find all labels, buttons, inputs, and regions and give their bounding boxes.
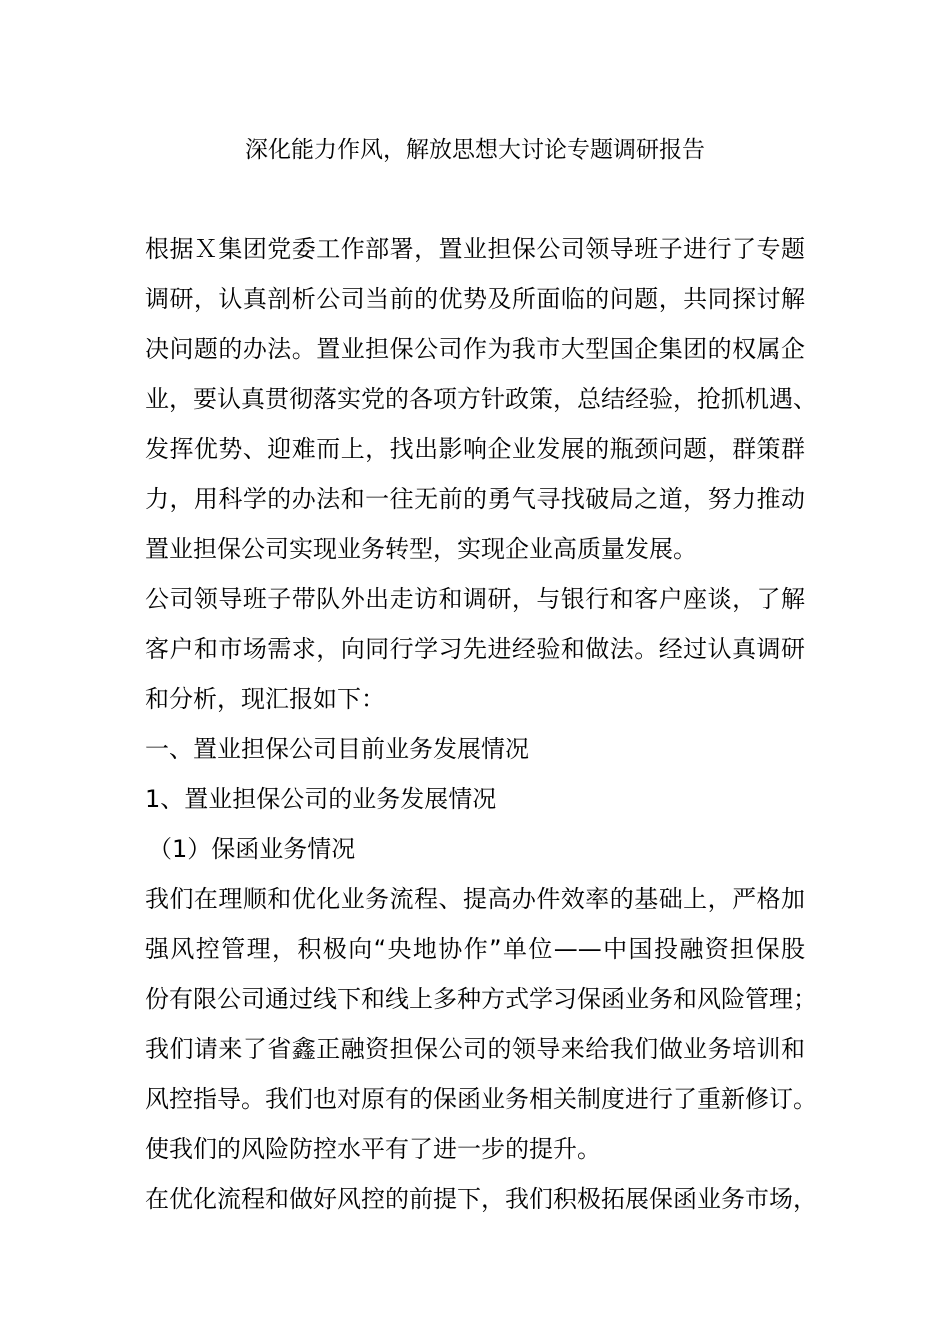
subsection-heading: 1、置业担保公司的业务发展情况 (145, 785, 497, 813)
item-heading: （1）保函业务情况 (148, 835, 356, 863)
paragraph-line: 置业担保公司实现业务转型，实现企业高质量发展。 (145, 535, 697, 563)
paragraph-line: 发挥优势、迎难而上，找出影响企业发展的瓶颈问题，群策群 (145, 435, 805, 463)
paragraph-line: 公司领导班子带队外出走访和调研，与银行和客户座谈，了解 (145, 585, 805, 613)
document-title: 深化能力作风，解放思想大讨论专题调研报告 (245, 137, 705, 163)
paragraph-line: 我们请来了省鑫正融资担保公司的领导来给我们做业务培训和 (145, 1035, 805, 1063)
paragraph-line: 根据Ｘ集团党委工作部署，置业担保公司领导班子进行了专题 (145, 235, 805, 263)
paragraph-line: 风控指导。我们也对原有的保函业务相关制度进行了重新修订。 (145, 1085, 817, 1113)
paragraph-line: 强风控管理，积极向“央地协作”单位——中国投融资担保股 (145, 935, 805, 963)
paragraph-line: 调研，认真剖析公司当前的优势及所面临的问题，共同探讨解 (145, 285, 805, 313)
paragraph-line: 业，要认真贯彻落实党的各项方针政策，总结经验，抢抓机遇、 (145, 385, 817, 413)
paragraph-line: 份有限公司通过线下和线上多种方式学习保函业务和风险管理； (145, 985, 817, 1013)
paragraph-line: 和分析，现汇报如下： (145, 685, 385, 713)
paragraph-line: 我们在理顺和优化业务流程、提高办件效率的基础上，严格加 (145, 885, 805, 913)
paragraph-line: 使我们的风险防控水平有了进一步的提升。 (145, 1135, 601, 1163)
paragraph-line: 客户和市场需求，向同行学习先进经验和做法。经过认真调研 (145, 635, 805, 663)
section-heading: 一、置业担保公司目前业务发展情况 (145, 735, 529, 763)
paragraph-line: 力，用科学的办法和一往无前的勇气寻找破局之道，努力推动 (145, 485, 805, 513)
paragraph-line: 决问题的办法。置业担保公司作为我市大型国企集团的权属企 (145, 335, 805, 363)
paragraph-line: 在优化流程和做好风控的前提下，我们积极拓展保函业务市场， (145, 1185, 817, 1213)
